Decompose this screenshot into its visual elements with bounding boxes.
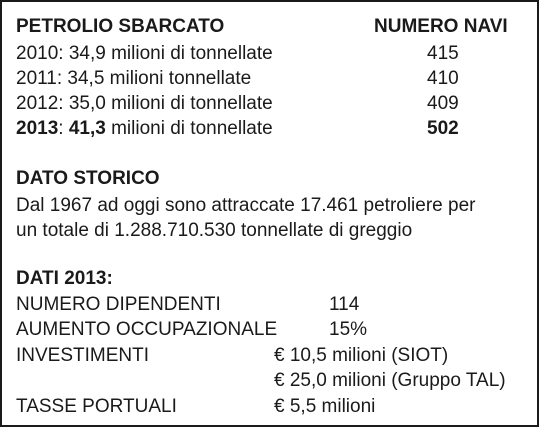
row-sep: : — [58, 43, 69, 64]
row-year: 2010 — [16, 43, 59, 64]
row-ships: 410 — [427, 68, 459, 89]
row-unit: milioni tonnellate — [104, 68, 252, 89]
petrolio-row — [16, 93, 273, 115]
dati-value: 114 — [329, 294, 360, 315]
dati2013-heading: DATI 2013: — [16, 268, 113, 289]
row-amount: 35,0 — [68, 93, 106, 114]
row-sep: : — [58, 93, 69, 114]
storico-line: Dal 1967 ad oggi sono attraccate 17.461 petroliere per — [16, 195, 476, 216]
row-year: 2013 — [16, 118, 59, 139]
petrolio-row — [16, 43, 273, 65]
row-unit: milioni di tonnellate — [105, 93, 273, 114]
dati-label: TASSE PORTUALI — [16, 396, 177, 417]
dati-label: NUMERO DIPENDENTI — [16, 294, 221, 315]
petrolio-row-highlight — [16, 118, 273, 140]
storico-heading: DATO STORICO — [16, 168, 160, 189]
row-sep: : — [58, 118, 69, 139]
petrolio-heading: PETROLIO SBARCATO — [16, 16, 225, 37]
row-amount: 34,5 — [67, 68, 105, 89]
row-unit: milioni di tonnellate — [105, 118, 273, 139]
storico-line: un totale di 1.288.710.530 tonnellate di greggio — [16, 220, 413, 241]
row-year: 2011 — [16, 68, 57, 89]
row-sep: : — [56, 68, 68, 89]
dati-value: € 5,5 milioni — [274, 396, 376, 417]
row-ships: 502 — [427, 118, 459, 139]
row-unit: milioni di tonnellate — [105, 43, 273, 64]
petrolio-row — [16, 68, 251, 90]
dati-value: € 10,5 milioni (SIOT) — [274, 345, 449, 366]
row-ships: 415 — [427, 43, 459, 64]
dati-value: 15% — [329, 319, 368, 340]
dati-label: AUMENTO OCCUPAZIONALE — [16, 319, 278, 340]
row-amount: 41,3 — [68, 118, 106, 139]
dati-value: € 25,0 milioni (Gruppo TAL) — [274, 370, 506, 391]
dati-label: INVESTIMENTI — [16, 345, 150, 366]
row-amount: 34,9 — [68, 43, 106, 64]
row-year: 2012 — [16, 93, 59, 114]
ships-heading: NUMERO NAVI — [374, 16, 508, 37]
row-ships: 409 — [427, 93, 459, 114]
